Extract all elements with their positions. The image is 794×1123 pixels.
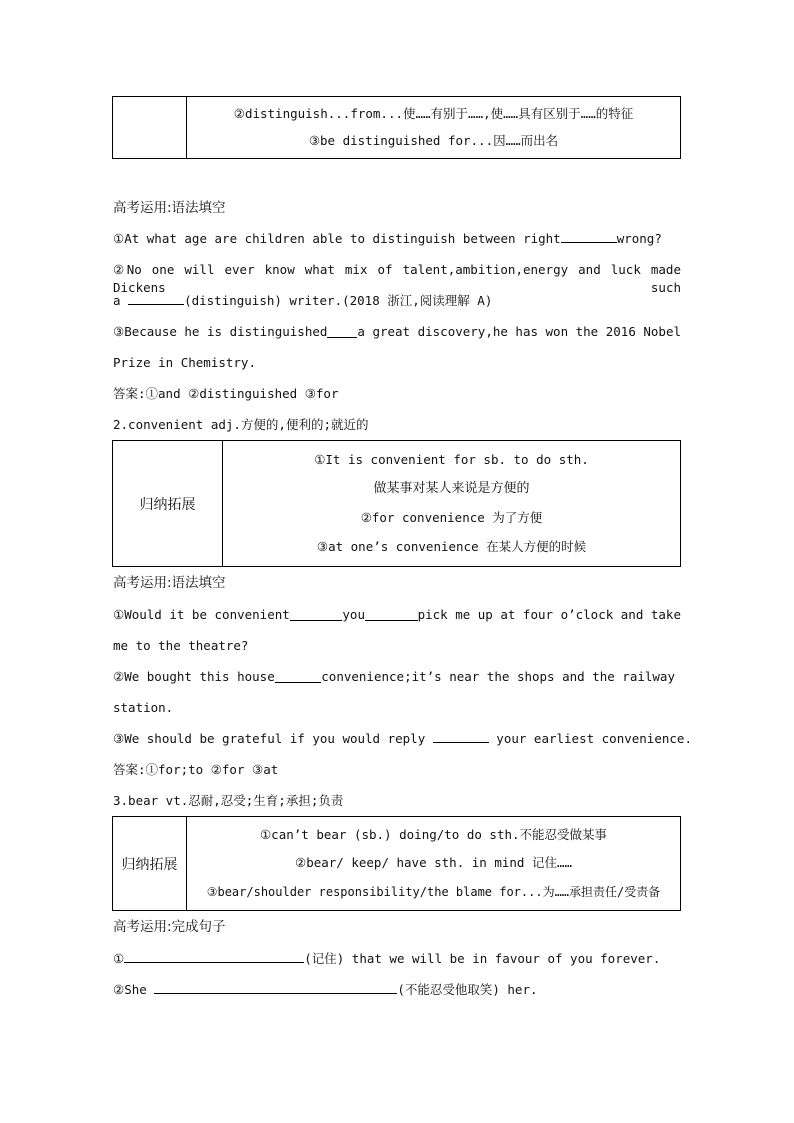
convenient-table-content [223, 441, 680, 566]
section2-q1-blank2[interactable] [365, 608, 418, 621]
section2-q3-blank[interactable] [433, 730, 489, 743]
section1-q3-text-a: ③Because he is distinguished [113, 324, 328, 339]
section1-q3-text-b: a great discovery,he has won the 2016 Nobel [357, 324, 681, 339]
convenient-table-label: 归纳拓展 [113, 441, 223, 566]
section2-heading: 高考运用:语法填空 [113, 575, 226, 591]
section2-q2-blank[interactable] [275, 670, 322, 683]
section2-q1-text-b: you [342, 607, 365, 622]
item2-title: 2.convenient adj.方便的,便利的;就近的 [113, 417, 369, 432]
section2-q2-line1 [113, 668, 675, 686]
bear-row-2: ②bear/ keep/ have sth. in mind 记住…… [294, 855, 573, 871]
section1-heading: 高考运用:语法填空 [113, 200, 226, 216]
section2-q1-text-c: pick me up at four o’clock and take [417, 607, 681, 622]
section1-q3-line1 [113, 323, 681, 341]
bear-table-label: 归纳拓展 [113, 817, 187, 910]
section1-q1-text-b: wrong? [616, 231, 662, 246]
convenient-row-3: ③at one’s convenience 在某人方便的时候 [316, 539, 587, 555]
section1-q2-text-b: (distinguish) writer.(2018 浙江,阅读理解 A) [184, 293, 493, 308]
section2-q3-text-b: your earliest convenience. [496, 731, 692, 746]
bear-table [112, 816, 681, 911]
section1-answer: 答案:①and ②distinguished ③for [113, 386, 339, 401]
section3-q1-text-a: ① [113, 951, 125, 966]
convenient-row-1-meaning: 做某事对某人来说是方便的 [373, 480, 530, 496]
convenient-row-2: ②for convenience 为了方便 [360, 510, 543, 526]
section3-q1-text-b: (记住) that we will be in favour of you forever. [304, 951, 661, 966]
section2-q3 [113, 730, 692, 748]
section2-q1-blank1[interactable] [290, 608, 343, 621]
section3-q2-text-a: ②She [113, 982, 147, 997]
item3-title: 3.bear vt.忍耐,忍受;生育;承担;负责 [113, 793, 344, 808]
section2-q1-text-a: ①Would it be convenient [113, 607, 290, 622]
section1-q1-blank[interactable] [561, 230, 617, 243]
bear-table-content [187, 817, 680, 910]
section1-q1-text-a: ①At what age are children able to distinguish between right [113, 231, 561, 246]
section1-q3-blank[interactable] [327, 325, 357, 338]
section3-q1-blank[interactable] [124, 950, 304, 963]
distinguish-table-label-cell [113, 97, 187, 158]
section1-q2-blank[interactable] [128, 292, 184, 305]
section2-q1-line2: me to the theatre? [113, 638, 249, 653]
section3-q2 [113, 981, 538, 999]
bear-row-3: ③bear/shoulder responsibility/the blame for...为……承担责任/受责备 [206, 884, 661, 899]
section2-q1-line1 [113, 606, 681, 624]
distinguish-row-2: ②distinguish...from...使……有别于……,使……具有区别于……的特征 [233, 106, 634, 122]
section2-answer: 答案:①for;to ②for ③at [113, 762, 279, 777]
bear-row-1: ①can’t bear (sb.) doing/to do sth.不能忍受做某事 [259, 827, 608, 843]
section1-q2-line1: ②No one will ever know what mix of talent,ambition,energy and luck made Dickens such [113, 262, 681, 295]
convenient-table [112, 440, 681, 567]
section1-q2-text-a: a [113, 293, 121, 308]
section2-q2-line2: station. [113, 700, 174, 715]
section3-heading: 高考运用:完成句子 [113, 919, 226, 935]
distinguish-table-content [187, 97, 680, 158]
section2-q3-text-a: ③We should be grateful if you would reply [113, 731, 426, 746]
section3-q2-text-b: (不能忍受他取笑) her. [397, 982, 538, 997]
section3-q2-blank[interactable] [154, 981, 397, 994]
distinguish-table [112, 96, 681, 159]
section2-q2-text-a: ②We bought this house [113, 669, 275, 684]
section1-q3-line2: Prize in Chemistry. [113, 355, 256, 370]
section1-q2-line2 [113, 292, 492, 310]
section1-q1 [113, 230, 662, 248]
section3-q1 [113, 950, 660, 968]
distinguish-row-3: ③be distinguished for...因……而出名 [308, 132, 559, 148]
convenient-row-1: ①It is convenient for sb. to do sth. [314, 451, 589, 467]
section2-q2-text-b: convenience;it’s near the shops and the railway [321, 669, 675, 684]
